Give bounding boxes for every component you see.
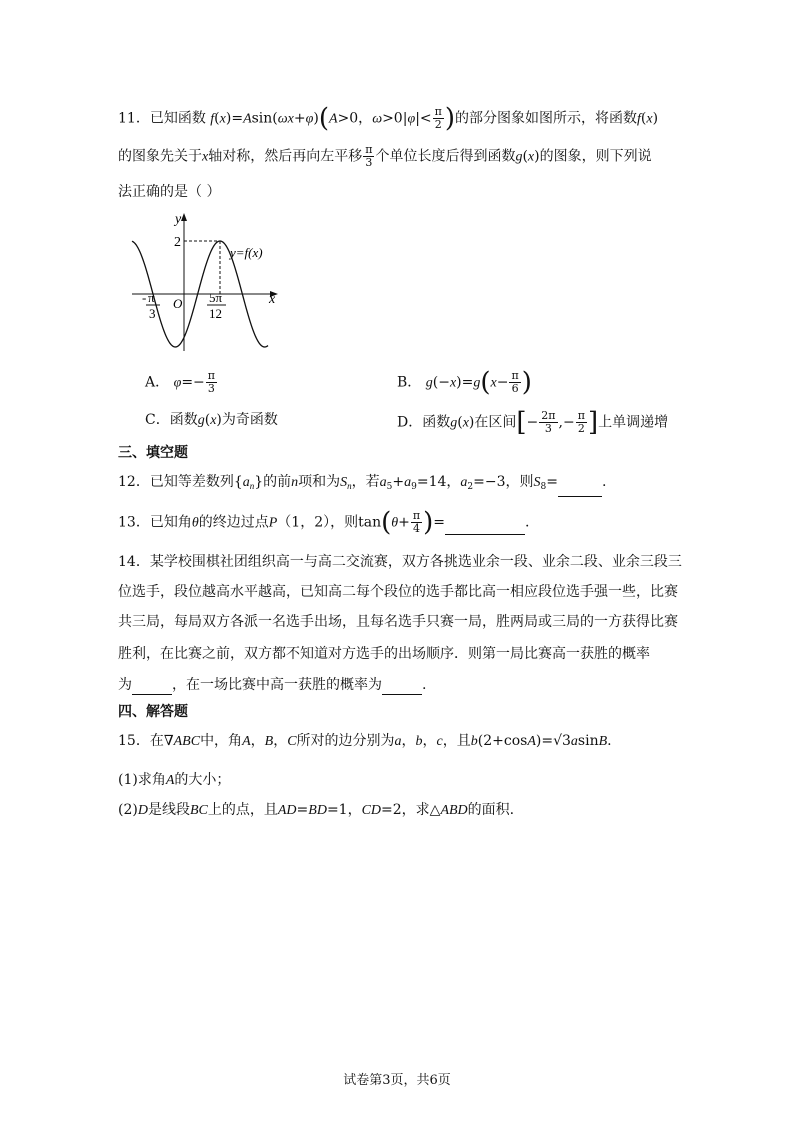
neg-tick-sign: -: [142, 290, 147, 305]
q11-number: 11．: [118, 110, 150, 127]
q11-line1: 11．已知函数 f(x)=Asin(ωx+φ)(A>0，ω>0|φ|< $\frac{\pi}{2}$ )的部分图象如图所示，将函数f(x): [118, 103, 659, 134]
option-b[interactable]: B． g(−x)=g(x− $\frac{\pi}{6}$ ): [397, 367, 532, 398]
q15: 15．在∇ABC中，角A，B，C所对的边分别为a，b，c，且b(2+cosA)=√3asinB.: [118, 733, 612, 749]
option-d[interactable]: D．函数g(x)在区间[− $\frac{2\pi}{3}$ ,− $\frac{\pi}{2}$ ]上单调递增: [397, 407, 669, 438]
neg-tick-denominator: 3: [149, 306, 156, 321]
q14-line2: 位选手，段位越高水平越高，已知高二每个段位的选手都比高一相应段位选手强一些，比赛: [118, 584, 678, 600]
q15-part1: (1)求角A的大小；: [118, 772, 231, 788]
q14-first-answer-blank[interactable]: [132, 680, 172, 695]
q12-answer-blank[interactable]: [558, 482, 602, 497]
pos-tick-numerator: 5π: [209, 290, 223, 305]
option-a[interactable]: A． φ=− $\frac{\pi}{3}$: [145, 369, 216, 395]
y-axis-label: y: [175, 212, 182, 227]
q11-line3: 法正确的是（ ）: [118, 184, 221, 200]
q14-line1: 14．某学校围棋社团组织高一与高二交流赛，双方各挑选业余一段、业余二段、业余三段三: [118, 554, 682, 570]
q11-line2: 的图象先关于x轴对称，然后再向左平移 $\frac{\pi}{3}$ 个单位长度后得到函数g(x)的图象，则下列说: [118, 143, 652, 169]
x-axis-label: x: [269, 292, 276, 307]
section-fill-in-blank-heading: 三、填空题: [118, 445, 188, 461]
y-axis-arrow: [181, 213, 187, 221]
function-graph: [118, 205, 288, 357]
origin-label: O: [173, 296, 183, 311]
pos-tick-denominator: 12: [209, 306, 222, 321]
q15-part2: (2)D是线段BC上的点，且AD=BD=1，CD=2，求△ABD的面积.: [118, 802, 515, 818]
q14-second-answer-blank[interactable]: [382, 680, 422, 695]
curve-label: y=f(x): [230, 245, 263, 260]
max-value-label: 2: [174, 235, 181, 250]
q14-line5: 为 ，在一场比赛中高一获胜的概率为 .: [118, 677, 427, 693]
page-footer: 试卷第3页，共6页: [343, 1073, 451, 1088]
q14-line3: 共三局，每局双方各派一名选手出场，且每名选手只赛一局，胜两局或三局的一方获得比赛: [118, 614, 678, 630]
q13: 13．已知角θ的终边过点P（1，2），则tan(θ+ $\frac{\pi}{4}$ )= .: [118, 507, 530, 538]
q12: 12．已知等差数列$\{a_n\}$的前n项和为$S_n$，若$a_5+a_9=14$，$a_2=-3$，则$S_8=$ .: [118, 472, 606, 497]
q13-answer-blank[interactable]: [445, 520, 525, 535]
section-solutions-heading: 四、解答题: [118, 704, 188, 720]
option-c[interactable]: C．函数g(x)为奇函数: [145, 412, 278, 428]
q14-line4: 胜利，在比赛之前，双方都不知道对方选手的出场顺序．则第一局比赛高一获胜的概率: [118, 646, 650, 662]
neg-tick-numerator: π: [148, 290, 155, 305]
